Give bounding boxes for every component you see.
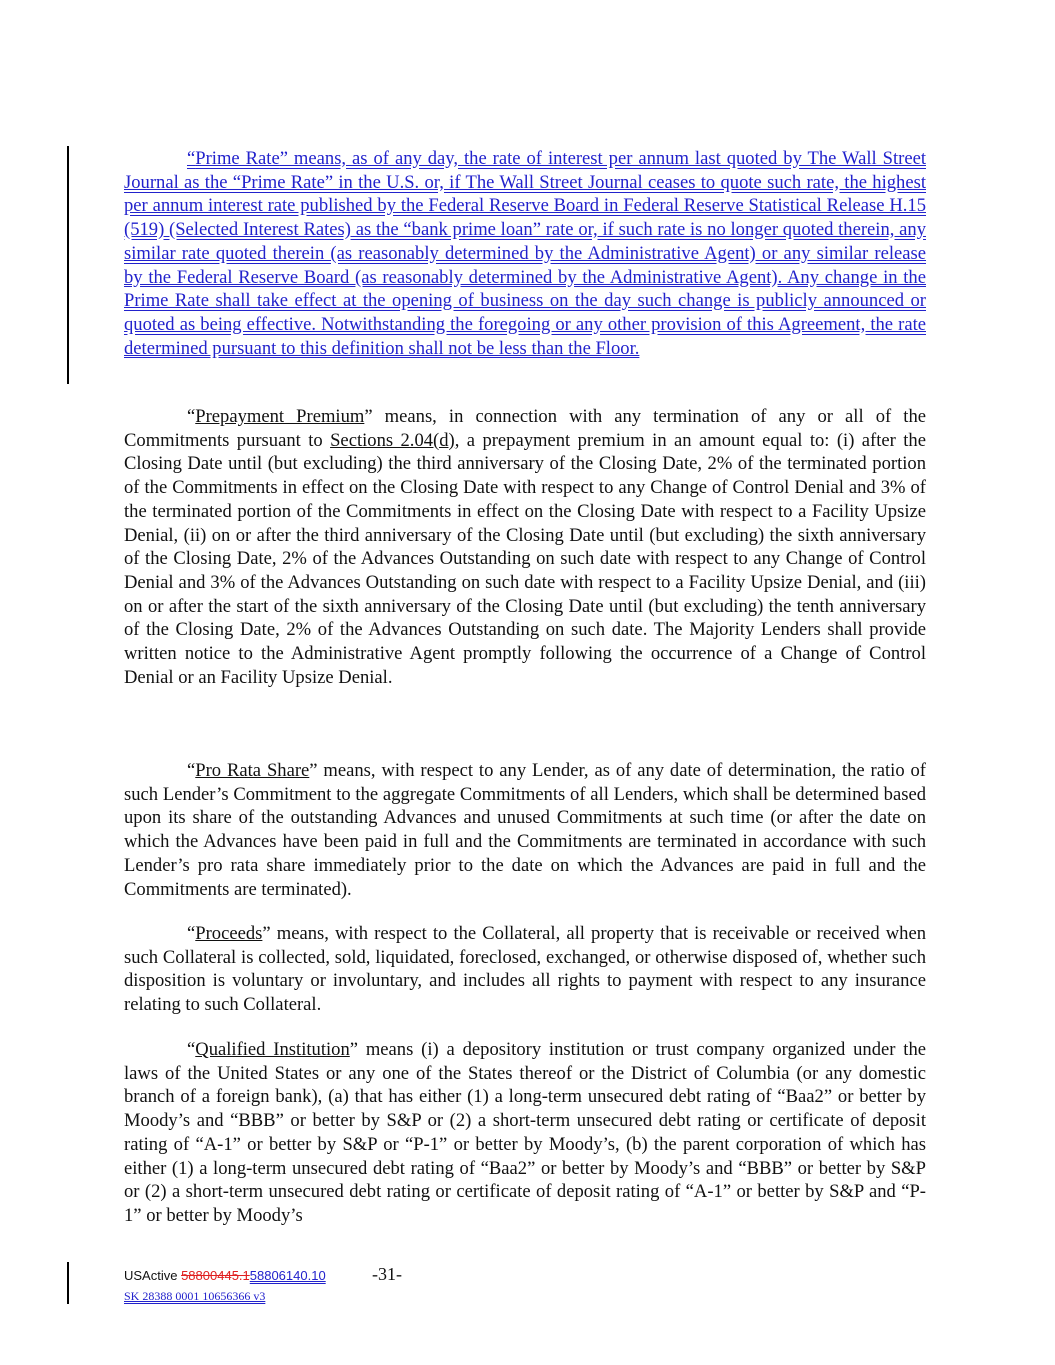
definition-proceeds: “Proceeds” means, with respect to the Collateral, all property that is receivable or received when such Collateral is collected, sold, liquidated, foreclosed, exchanged, or otherwise disposed of, whether such disposition is voluntary or involuntary, and includes all rights to payment with respect to any insurance relating to such Collateral. <box>124 923 926 1016</box>
footer-reference: SK 28388 0001 10656366 v3 <box>124 1289 266 1303</box>
definition-prime-rate: “Prime Rate” means, as of any day, the rate of interest per annum last quoted by The Wall Street Journal as the “Prime Rate” in the U.S. or, if The Wall Street Journal ceases to quote such rate, the highest per annum interest rate published by the Federal Reserve Board in Federal Reserve Statistical Release H.15 (519) (Selected Interest Rates) as the “bank prime loan” rate or, if such rate is no longer quoted therein, any similar rate quoted therein (as reasonably determined by the Administrative Agent) or any similar release by the Federal Reserve Board (as reasonably determined by the Administrative Agent). Any change in the Prime Rate shall take effect at the opening of business on the day such change is publicly announced or quoted as being effective. Notwithstanding the foregoing or any other provision of this Agreement, the rate determined pursuant to this definition shall not be less than the Floor. <box>124 148 926 359</box>
defined-term-prime-rate: Prime Rate <box>195 148 280 169</box>
definition-pro-rata-share: “Pro Rata Share” means, with respect to any Lender, as of any date of determination, the ratio of such Lender’s Commitment to the aggregate Commitments of all Lenders, which shall be determined based upon its share of the outstanding Advances and unused Commitments at such time (or after the date on which the Advances have been paid in full and the Commitments are terminated in accordance with such Lender’s pro rata share immediately prior to the date on which the Advances are paid in full and the Commitments are terminated). <box>124 760 926 900</box>
definition-prepayment-premium: “Prepayment Premium” means, in connection with any termination of any or all of the Commitments pursuant to Sections 2.04(d), a prepayment premium in an amount equal to: (i) after the Closing Date until (but excluding) the third anniversary of the Closing Date, 2% of the terminated portion of the Commitments in effect on the Closing Date with respect to any Change of Control Denial and 3% of the terminated portion of the Commitments in effect on the Closing Date with respect to a Facility Upsize Denial, (ii) on or after the third anniversary of the Closing Date until (but excluding) the sixth anniversary of the Closing Date, 2% of the Advances Outstanding on such date with respect to any Change of Control Denial and 3% of the Advances Outstanding on such date with respect to a Facility Upsize Denial, and (iii) on or after the start of the sixth anniversary of the Closing Date until (but excluding) the tenth anniversary of the Closing Date, 2% of the Advances Outstanding on such date. The Majority Lenders shall provide written notice to the Administrative Agent promptly following the occurrence of a Change of Control Denial or an Facility Upsize Denial. <box>124 406 927 688</box>
defined-term-prepayment-premium: Prepayment Premium <box>195 406 365 427</box>
defined-term-pro-rata-share: Pro Rata Share <box>195 760 310 781</box>
footer-document-id: USActive 58800445.158806140.10 <box>124 1268 326 1283</box>
added-doc-id: 58806140.10 <box>249 1268 326 1283</box>
deleted-doc-id: 58800445.1 <box>181 1268 250 1283</box>
change-bar-footer <box>67 1262 69 1304</box>
defined-term-proceeds: Proceeds <box>195 923 263 944</box>
page-number: -31- <box>372 1264 402 1284</box>
defined-term-qualified-institution: Qualified Institution <box>195 1039 350 1060</box>
section-reference-link: Sections 2.04(d) <box>330 429 455 451</box>
change-bar-top <box>67 146 69 384</box>
definition-qualified-institution: “Qualified Institution” means (i) a depository institution or trust company organized under the laws of the United States or any one of the States thereof or the District of Columbia (or any domestic branch of a foreign bank), (a) that has either (1) a long-term unsecured debt rating of “Baa2” or better by Moody’s and “BBB” or better by S&P or (2) a short-term unsecured debt rating or certificate of deposit rating of “A-1” or better by S&P or “P-1” or better by Moody’s, (b) the parent corporation of which has either (1) a long-term unsecured debt rating of “Baa2” or better by Moody’s and “BBB” or better by S&P or (2) a short-term unsecured debt rating or certificate of deposit rating of “A-1” or better by S&P and “P-1” or better by Moody’s <box>124 1039 927 1226</box>
